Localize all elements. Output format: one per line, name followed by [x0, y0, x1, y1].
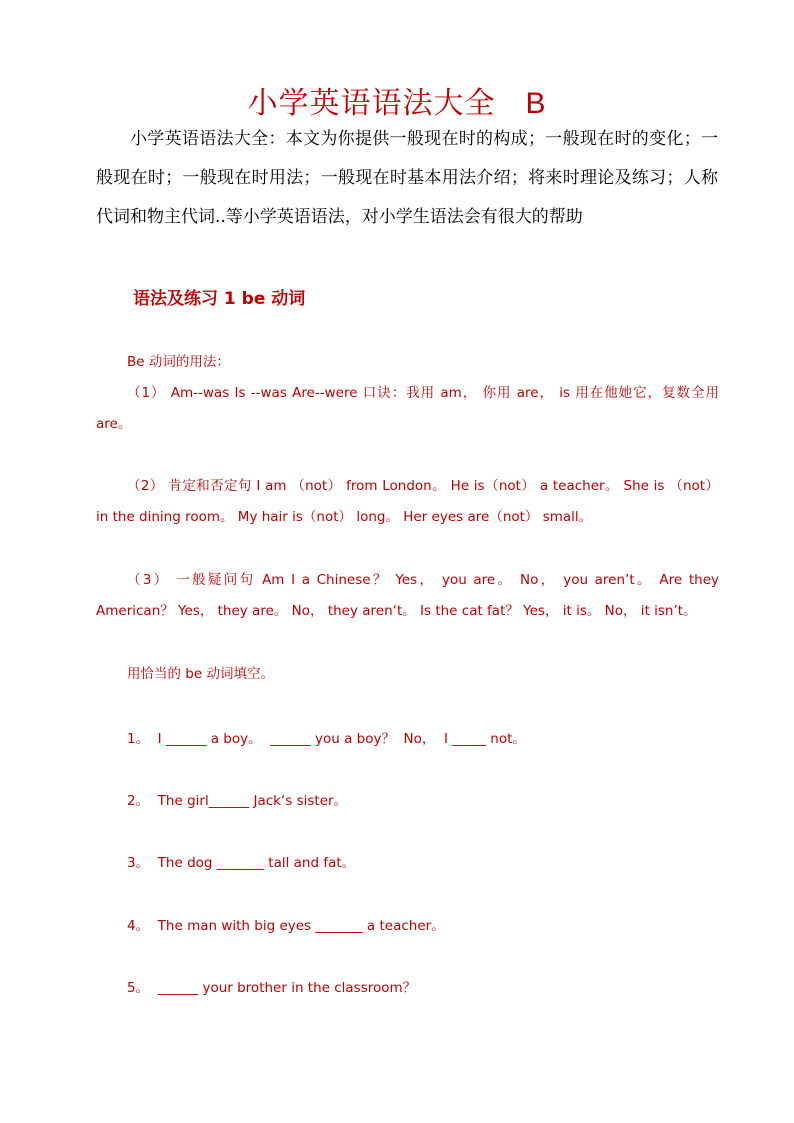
document-title — [0, 78, 794, 122]
exercise-item-2: 2。 The girl______ Jack‘s sister。 — [127, 793, 348, 809]
exercise-item-3: 3。 The dog _______ tall and fat。 — [127, 855, 356, 871]
exercise-item-5: 5。 ______ your brother in the classroom？ — [127, 980, 417, 996]
be-rule-3: （3） 一般疑问句 Am I a Chinese？ Yes， you are。 No， you aren’t。 Are they American？ Yes， they are。 No， they aren‘t。 Is the cat fat？ Yes， it is。 No， it isn’t。 — [96, 572, 719, 619]
be-usage-label-text: Be 动词的用法： — [127, 354, 230, 370]
intro-paragraph: 小学英语语法大全：本文为你提供一般现在时的构成；一般现在时的变化；一般现在时；一般现在时用法；一般现在时基本用法介绍；将来时理论及练习；人称代词和物主代词..等小学英语语法，对小学生语法会有很大的帮助 — [96, 129, 718, 227]
section-heading: 语法及练习 1 be 动词 — [133, 289, 306, 309]
exercise-item-1: 1。 I ______ a boy。 ______ you a boy？ No， I _____ not。 — [127, 731, 526, 747]
title-suffix: B — [525, 87, 547, 120]
exercise-instruction-text: 用恰当的 be 动词填空。 — [127, 666, 274, 682]
be-usage-label — [127, 352, 230, 372]
exercise-instruction — [127, 664, 274, 684]
exercise-item-4: 4。 The man with big eyes _______ a teacher。 — [127, 918, 445, 934]
be-rule-2: （2） 肯定和否定句 I am （not） from London。 He is（not） a teacher。 She is （not） in the dining room。 My hair is（not） long。 Her eyes are（not） small。 — [96, 478, 719, 525]
be-rule-1: （1） Am--was Is --was Are--were 口诀：我用 am， 你用 are， is 用在他她它，复数全用 are。 — [96, 385, 719, 432]
title-text: 小学英语语法大全 — [247, 86, 496, 121]
